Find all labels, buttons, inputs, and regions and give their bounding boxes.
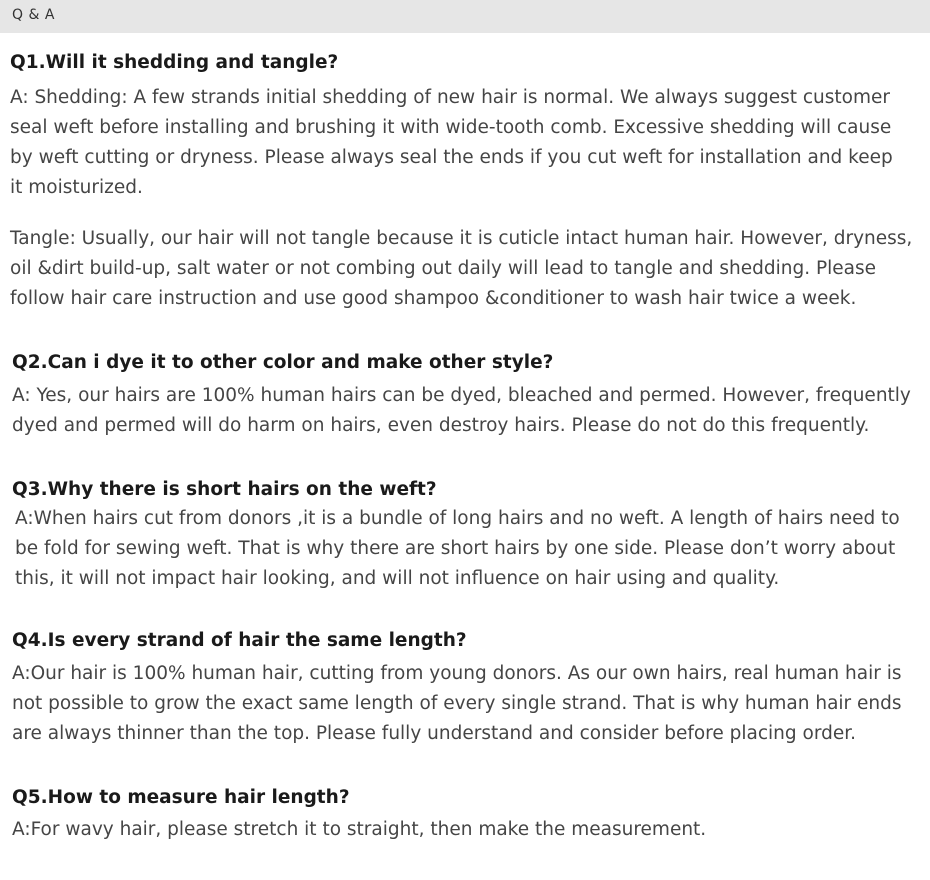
question-3: Q3.Why there is short hairs on the weft? bbox=[12, 479, 437, 500]
answer-1b-line-2: oil &dirt build-up, salt water or not combing out daily will lead to tangle and shedding. Please bbox=[10, 258, 877, 279]
answer-1-line-3: by weft cutting or dryness. Please always seal the ends if you cut weft for installation and keep bbox=[10, 147, 893, 168]
answer-1-line-4: it moisturized. bbox=[10, 177, 143, 198]
header-bar bbox=[0, 0, 930, 33]
answer-3-line-2: be fold for sewing weft. That is why there are short hairs by one side. Please don’t worry about bbox=[15, 538, 896, 559]
answer-3-line-1: A:When hairs cut from donors ,it is a bundle of long hairs and no weft. A length of hairs need to bbox=[15, 508, 900, 529]
answer-3-line-3: this, it will not impact hair looking, and will not influence on hair using and quality. bbox=[15, 568, 780, 589]
answer-4-line-2: not possible to grow the exact same length of every single strand. That is why human hair ends bbox=[12, 693, 902, 714]
answer-2-line-2: dyed and permed will do harm on hairs, even destroy hairs. Please do not do this frequently. bbox=[12, 415, 870, 436]
answer-4-line-1: A:Our hair is 100% human hair, cutting from young donors. As our own hairs, real human hair is bbox=[12, 663, 902, 684]
page-title: Q & A bbox=[12, 7, 55, 23]
answer-4-line-3: are always thinner than the top. Please fully understand and consider before placing order. bbox=[12, 723, 857, 744]
answer-1b-line-1: Tangle: Usually, our hair will not tangle because it is cuticle intact human hair. However, dryness, bbox=[10, 228, 913, 249]
question-2: Q2.Can i dye it to other color and make other style? bbox=[12, 352, 554, 373]
answer-1-line-2: seal weft before installing and brushing it with wide-tooth comb. Excessive shedding will cause bbox=[10, 117, 892, 138]
question-4: Q4.Is every strand of hair the same length? bbox=[12, 630, 467, 651]
answer-2-line-1: A: Yes, our hairs are 100% human hairs can be dyed, bleached and permed. However, frequently bbox=[12, 385, 911, 406]
answer-1-line-1: A: Shedding: A few strands initial shedding of new hair is normal. We always suggest customer bbox=[10, 87, 891, 108]
answer-5-line-1: A:For wavy hair, please stretch it to straight, then make the measurement. bbox=[12, 819, 707, 840]
question-1: Q1.Will it shedding and tangle? bbox=[10, 52, 339, 73]
question-5: Q5.How to measure hair length? bbox=[12, 787, 350, 808]
answer-1b-line-3: follow hair care instruction and use good shampoo &conditioner to wash hair twice a week. bbox=[10, 288, 857, 309]
